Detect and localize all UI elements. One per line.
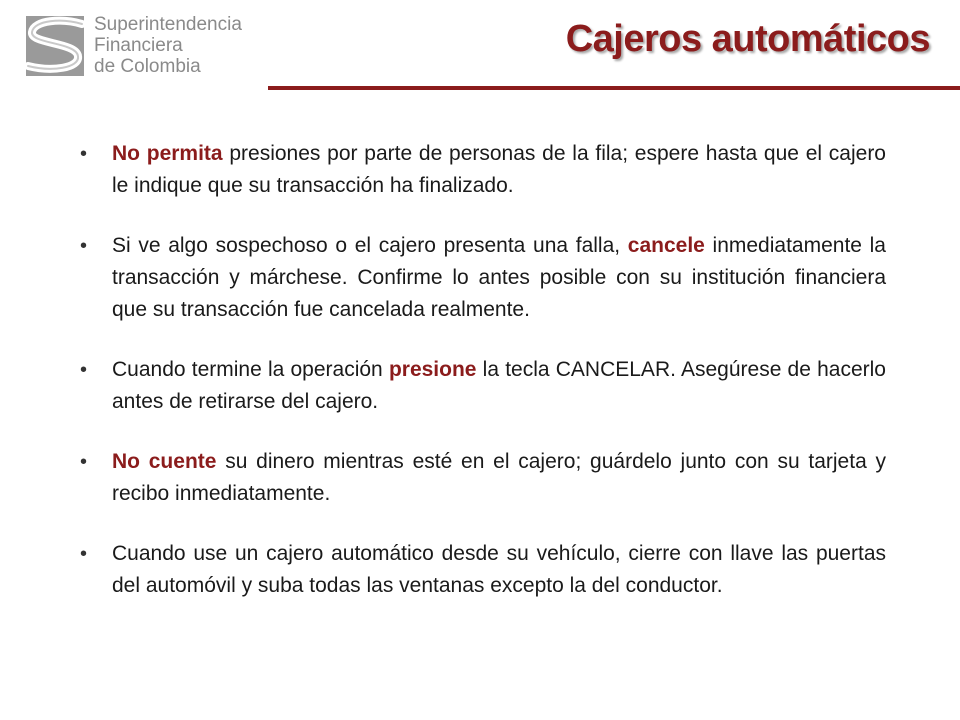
superintendencia-s-icon xyxy=(22,14,88,78)
bullet-item xyxy=(80,446,886,510)
bullet-text: presiones por parte de personas de la fila; espere hasta que el cajero le indique que su transacción ha finalizado. xyxy=(112,142,886,197)
bullet-emphasis: cancele xyxy=(627,234,705,257)
logo xyxy=(22,14,252,80)
bullet-emphasis: presione xyxy=(388,358,477,381)
bullet-item xyxy=(80,230,886,326)
bullet-dot-icon: • xyxy=(80,235,88,257)
bullet-text: Cuando termine la operación xyxy=(112,358,389,381)
bullet-text: su dinero mientras esté en el cajero; guárdelo junto con su tarjeta y recibo inmediatamente. xyxy=(112,450,887,505)
bullet-list xyxy=(80,138,886,630)
bullet-emphasis: No cuente xyxy=(112,450,217,473)
title-divider xyxy=(268,86,960,90)
bullet-item xyxy=(80,354,886,418)
page-title: Cajeros automáticos xyxy=(565,18,930,60)
logo-line-2: Financiera xyxy=(94,35,183,56)
bullet-text: Cuando use un cajero automático desde su vehículo, cierre con llave las puertas del automóvil y suba todas las ventanas excepto la del conductor. xyxy=(112,542,886,597)
bullet-text: la tecla CANCELAR. Asegúrese de hacerlo antes de retirarse del cajero. xyxy=(112,358,886,413)
logo-line-3: de Colombia xyxy=(94,56,201,77)
bullet-dot-icon: • xyxy=(80,451,88,473)
bullet-emphasis: No permita xyxy=(112,142,223,165)
bullet-text: Si ve algo sospechoso o el cajero presenta una falla, xyxy=(112,234,628,257)
bullet-dot-icon: • xyxy=(80,143,88,165)
bullet-item xyxy=(80,538,886,602)
logo-line-1: Superintendencia xyxy=(94,14,242,35)
bullet-dot-icon: • xyxy=(80,543,88,565)
bullet-dot-icon: • xyxy=(80,359,88,381)
bullet-text: inmediatamente la transacción y márchese. Confirme lo antes posible con su institución financiera que su transacción fue cancelada realmente. xyxy=(112,234,886,321)
bullet-item xyxy=(80,138,886,202)
logo-text xyxy=(94,14,242,77)
